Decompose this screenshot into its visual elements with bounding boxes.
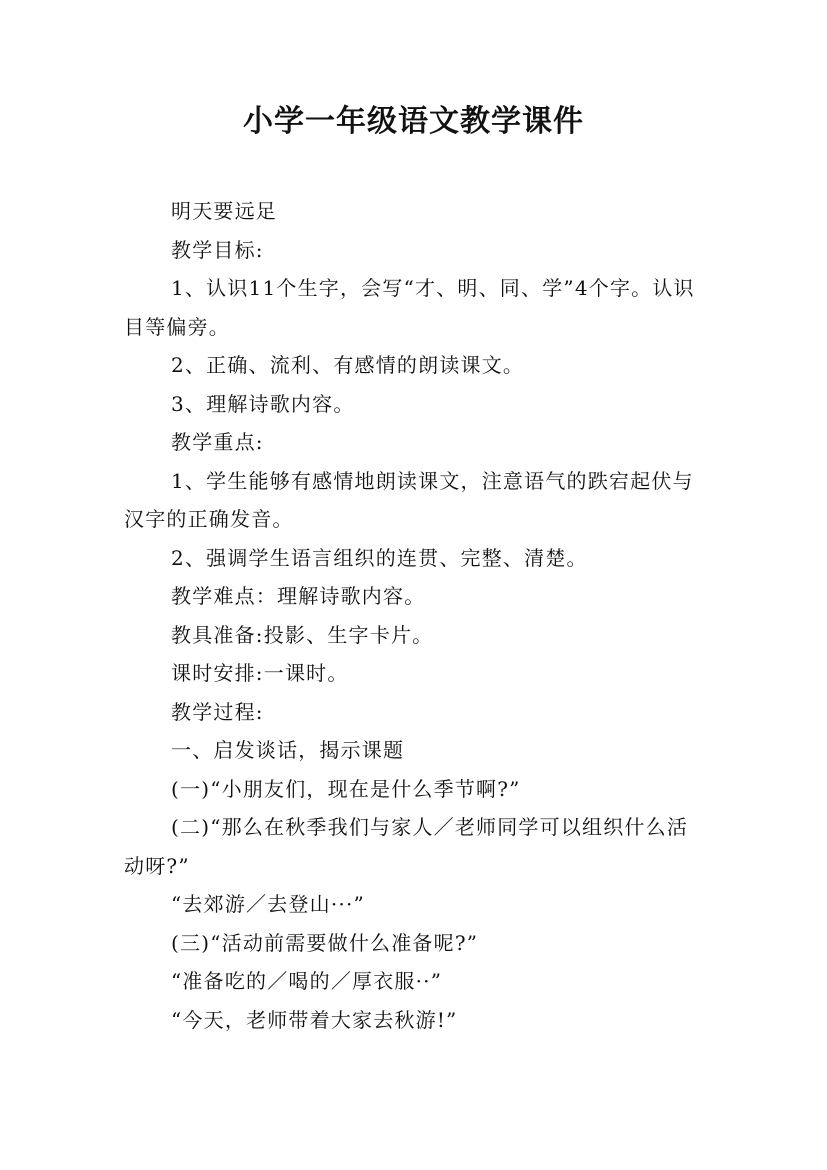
paragraph: “准备吃的／喝的／厚衣服··” <box>171 969 443 993</box>
paragraph: 教具准备:投影、生字卡片。 <box>171 622 434 647</box>
paragraph: 教学目标: <box>171 237 264 262</box>
paragraph: 3、理解诗歌内容。 <box>171 391 355 416</box>
document-title: 小学一年级语文教学课件 <box>243 104 584 139</box>
paragraph: (一)“小朋友们，现在是什么季节啊?” <box>171 776 521 801</box>
paragraph: 教学过程: <box>171 699 264 724</box>
paragraph: 1、认识11个生字，会写“才、明、同、学”4个字。认识目等偏旁。 <box>124 276 695 339</box>
paragraph: 1、学生能够有感情地朗读课文，注意语气的跌宕起伏与汉字的正确发音。 <box>124 468 694 531</box>
paragraph: “今天，老师带着大家去秋游!” <box>171 1007 458 1032</box>
paragraph: 课时安排:一课时。 <box>171 661 349 685</box>
document-body <box>124 192 704 1039</box>
paragraph: 教学重点: <box>171 430 264 454</box>
paragraph: 教学难点：理解诗歌内容。 <box>171 584 426 608</box>
paragraph: 明天要远足 <box>171 199 277 223</box>
paragraph: 2、强调学生语言组织的连贯、完整、清楚。 <box>171 545 588 570</box>
paragraph: 2、正确、流利、有感情的朗读课文。 <box>171 353 525 377</box>
paragraph: (三)“活动前需要做什么准备呢?” <box>171 930 479 955</box>
paragraph: “去郊游／去登山···” <box>171 892 365 916</box>
paragraph: 一、启发谈话，揭示课题 <box>171 738 405 762</box>
paragraph: (二)“那么在秋季我们与家人／老师同学可以组织什么活动呀?” <box>124 815 689 878</box>
